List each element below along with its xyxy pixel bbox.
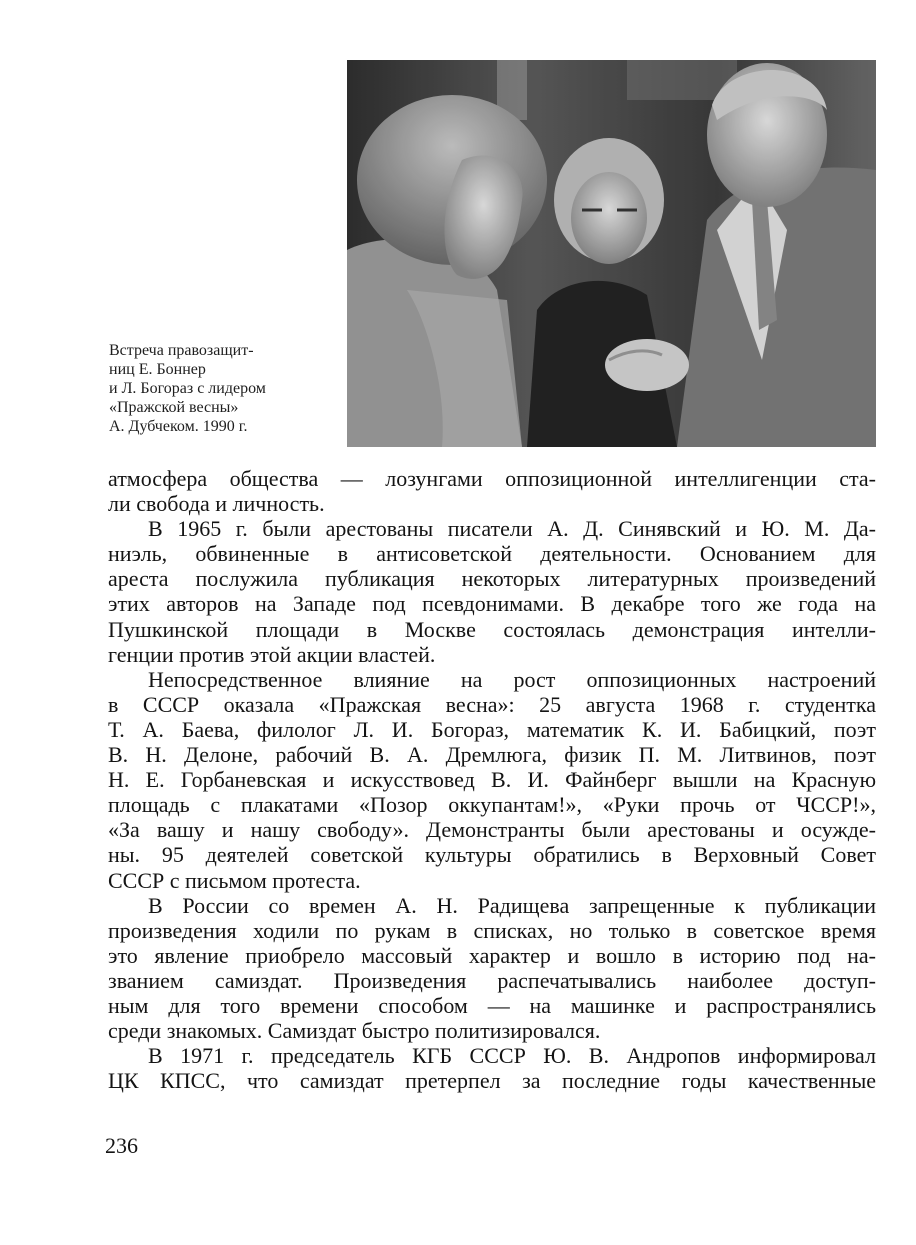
text-line: В 1971 г. председатель КГБ СССР Ю. В. Андропов информировал: [148, 1043, 876, 1069]
text-line: ным для того времени способом — на машинке и распространялись: [108, 992, 876, 1018]
text-line: этих авторов на Западе под псевдонимами. В декабре того же года на: [108, 591, 876, 617]
text-line: В 1965 г. были арестованы писатели А. Д. Синявский и Ю. М. Да-: [148, 516, 876, 542]
text-line: ареста послужила публикация некоторых литературных произведений: [108, 566, 876, 592]
text-line: атмосфера общества — лозунгами оппозиционной интеллигенции ста-: [108, 466, 876, 491]
text-line: В. Н. Делоне, рабочий В. А. Дремлюга, физик П. М. Литвинов, поэт: [108, 742, 876, 768]
caption-line: Встреча правозащит-: [109, 342, 254, 359]
text-line: «За вашу и нашу свободу». Демонстранты были арестованы и осужде-: [108, 817, 876, 843]
caption-line: «Пражской весны»: [109, 399, 239, 416]
text-line: это явление приобрело массовый характер и вошло в историю под на-: [108, 942, 876, 968]
text-line: ниэль, обвиненные в антисоветской деятельности. Основанием для: [108, 541, 876, 567]
text-line: генции против этой акции властей.: [108, 641, 436, 667]
text-line: ны. 95 деятелей советской культуры обратились в Верховный Совет: [108, 842, 876, 868]
body-text: [108, 466, 876, 1093]
text-line: ЦК КПСС, что самиздат претерпел за последние годы качественные: [108, 1068, 876, 1094]
text-line: званием самиздат. Произведения распечатывались наиболее доступ-: [108, 967, 876, 993]
text-line: Пушкинской площади в Москве состоялась демонстрация интелли-: [108, 616, 876, 642]
text-line: в СССР оказала «Пражская весна»: 25 августа 1968 г. студентка: [108, 691, 876, 717]
text-line: произведения ходили по рукам в списках, но только в советское время: [108, 917, 876, 943]
text-line: ли свобода и личность.: [108, 491, 325, 517]
text-line: В России со времен А. Н. Радищева запрещенные к публикации: [148, 892, 876, 918]
caption-line: А. Дубчеком. 1990 г.: [109, 418, 248, 435]
text-line: среди знакомых. Самиздат быстро политизировался.: [108, 1018, 601, 1044]
text-line: Непосредственное влияние на рост оппозиционных настроений: [148, 666, 876, 692]
photo-caption: [109, 341, 341, 436]
text-line: Т. А. Баева, филолог Л. И. Богораз, математик К. И. Бабицкий, поэт: [108, 716, 876, 742]
text-line: СССР с письмом протеста.: [108, 867, 361, 893]
caption-line: ниц Е. Боннер: [109, 361, 206, 378]
caption-line: и Л. Богораз с лидером: [109, 380, 266, 397]
photograph: [347, 60, 876, 447]
text-line: площадь с плакатами «Позор оккупантам!», «Руки прочь от ЧССР!»,: [108, 792, 876, 818]
text-line: Н. Е. Горбаневская и искусствовед В. И. Файнберг вышли на Красную: [108, 767, 876, 793]
photograph-image: [347, 60, 876, 447]
page-number: 236: [105, 1133, 138, 1158]
